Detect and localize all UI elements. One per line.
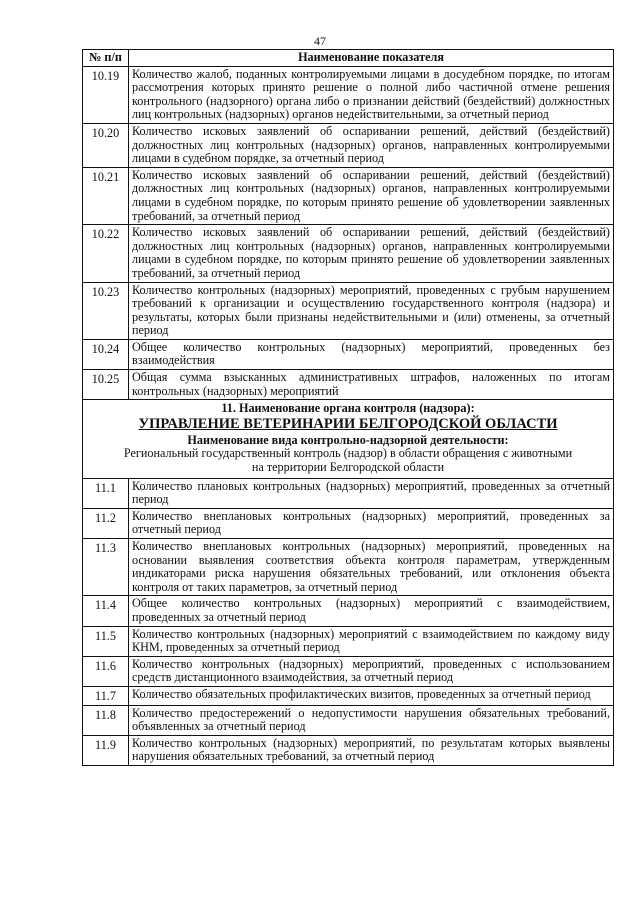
row-indicator-text: Общее количество контрольных (надзорных) мероприятий, проведенных без взаимодействия — [129, 339, 614, 369]
row-indicator-text: Количество контрольных (надзорных) мероприятий, проведенных с грубым нарушением требований к организации и осуществлению государственного контроля (надзора) и результаты, которых были признаны недействительными и (или) отменены, за отчетный период — [129, 282, 614, 339]
section-heading: 11. Наименование органа контроля (надзора): — [221, 401, 475, 416]
table-row — [83, 656, 614, 686]
row-number: 10.22 — [83, 225, 129, 282]
row-number: 10.20 — [83, 123, 129, 167]
table-row — [83, 686, 614, 705]
row-indicator-text: Количество контрольных (надзорных) мероприятий, проведенных с использованием средств дистанционного взаимодействия, за отчетный период — [129, 656, 614, 686]
row-number: 10.21 — [83, 167, 129, 224]
row-number: 10.23 — [83, 282, 129, 339]
table-header-row — [83, 50, 614, 67]
row-indicator-text: Количество внеплановых контрольных (надзорных) мероприятий, проведенных на основании выявления соответствия объекта контроля параметрам, утвержденным индикаторами риска нарушения обязательных требований, или отклонения объекта контроля от таких параметров, за отчетный период — [129, 539, 614, 596]
table-row — [83, 370, 614, 400]
row-indicator-text: Количество жалоб, поданных контролируемыми лицами в досудебном порядке, по итогам рассмотрения которых принято решение о полной либо частичной отмене решения контрольного (надзорного) органа либо о признании действий (бездействий) должностных лиц контрольных (надзорных) органов недействительными, за отчетный период — [129, 66, 614, 123]
row-indicator-text: Общая сумма взысканных административных штрафов, наложенных по итогам контрольных (надзорных) мероприятий — [129, 370, 614, 400]
section-block — [83, 400, 614, 478]
section-header-cell — [83, 400, 614, 478]
section-organ-name: УПРАВЛЕНИЕ ВЕТЕРИНАРИИ БЕЛГОРОДСКОЙ ОБЛАСТИ — [138, 415, 558, 432]
table-row — [83, 167, 614, 224]
header-number: № п/п — [83, 50, 129, 67]
page-number: 47 — [314, 34, 326, 48]
table-row — [83, 705, 614, 735]
row-number: 10.24 — [83, 339, 129, 369]
row-indicator-text: Количество исковых заявлений об оспаривании решений, действий (бездействий) должностных лиц контрольных (надзорных) органов, направленных контролируемыми лицами в судебном порядке, по которым принято решение об удовлетворении заявленных требований, за отчетный период — [129, 225, 614, 282]
table-row — [83, 339, 614, 369]
row-number: 11.5 — [83, 626, 129, 656]
table-row — [83, 508, 614, 538]
row-indicator-text: Количество контрольных (надзорных) мероприятий, по результатам которых выявлены нарушения обязательных требований, за отчетный период — [129, 735, 614, 765]
rows-after-section — [83, 478, 614, 765]
table-row — [83, 539, 614, 596]
section-kind-line-1: Региональный государственный контроль (надзор) в области обращения с животными — [123, 446, 573, 461]
row-number: 11.4 — [83, 596, 129, 626]
header-indicator-name: Наименование показателя — [129, 50, 614, 67]
section-header-row — [83, 400, 614, 478]
row-number: 11.3 — [83, 539, 129, 596]
row-indicator-text: Количество обязательных профилактических визитов, проведенных за отчетный период — [129, 686, 614, 705]
row-number: 11.6 — [83, 656, 129, 686]
rows-before-section — [83, 66, 614, 400]
section-kind-heading: Наименование вида контрольно-надзорной деятельности: — [187, 432, 509, 447]
row-number: 10.25 — [83, 370, 129, 400]
table-row — [83, 123, 614, 167]
row-number: 10.19 — [83, 66, 129, 123]
row-indicator-text: Количество контрольных (надзорных) мероприятий с взаимодействием по каждому виду КНМ, проведенных за отчетный период — [129, 626, 614, 656]
row-indicator-text: Количество исковых заявлений об оспаривании решений, действий (бездействий) должностных лиц контрольных (надзорных) органов, направленных контролируемыми лицами в судебном порядке, по которым принято решение об удовлетворении заявленных требований, за отчетный период — [129, 167, 614, 224]
row-indicator-text: Количество внеплановых контрольных (надзорных) мероприятий, проведенных за отчетный период — [129, 508, 614, 538]
section-kind-line-2: на территории Белгородской области — [251, 460, 445, 475]
table-row — [83, 626, 614, 656]
row-indicator-text: Количество плановых контрольных (надзорных) мероприятий, проведенных за отчетный период — [129, 478, 614, 508]
row-number: 11.9 — [83, 735, 129, 765]
row-indicator-text: Количество исковых заявлений об оспаривании решений, действий (бездействий) должностных лиц контрольных (надзорных) органов, направленных контролируемыми лицами в судебном порядке, за отчетный период — [129, 123, 614, 167]
row-number: 11.8 — [83, 705, 129, 735]
row-indicator-text: Общее количество контрольных (надзорных) мероприятий с взаимодействием, проведенных за отчетный период — [129, 596, 614, 626]
table-row — [83, 596, 614, 626]
table-row — [83, 282, 614, 339]
row-number: 11.1 — [83, 478, 129, 508]
row-indicator-text: Количество предостережений о недопустимости нарушения обязательных требований, объявленных за отчетный период — [129, 705, 614, 735]
row-number: 11.2 — [83, 508, 129, 538]
table-row — [83, 735, 614, 765]
table-row — [83, 478, 614, 508]
indicators-table — [82, 49, 614, 766]
table-row — [83, 225, 614, 282]
row-number: 11.7 — [83, 686, 129, 705]
table-row — [83, 66, 614, 123]
